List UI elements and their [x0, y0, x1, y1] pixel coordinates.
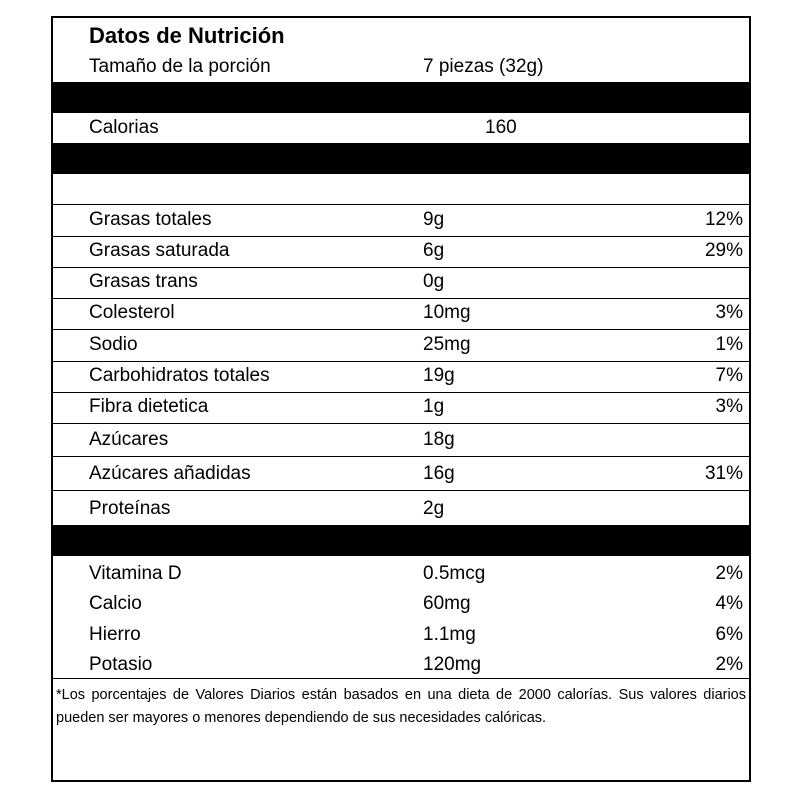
- vitamin-daily-value: 2%: [715, 563, 743, 584]
- footnote: *Los porcentajes de Valores Diarios están basados en una dieta de 2000 calorías. Sus valores diarios pueden ser mayores o menores dependiendo de sus necesidades calóricas.: [56, 687, 746, 726]
- nutrient-amount: 1g: [423, 396, 445, 417]
- row-divider: [53, 392, 749, 393]
- vitamin-label: Potasio: [89, 654, 153, 675]
- vitamin-daily-value: 6%: [715, 624, 743, 645]
- thick-divider-2: [53, 143, 749, 174]
- nutrient-daily-value: 29%: [704, 240, 743, 261]
- serving-label: Tamaño de la porción: [89, 56, 271, 77]
- thick-divider-3: [53, 525, 749, 556]
- nutrient-amount: 18g: [423, 429, 455, 450]
- vitamin-daily-value: 4%: [715, 593, 743, 614]
- row-divider: [53, 361, 749, 362]
- nutrient-amount: 16g: [423, 463, 455, 484]
- nutrient-amount: 10mg: [423, 302, 471, 323]
- nutrient-label: Azúcares: [89, 429, 169, 450]
- nutrition-facts-panel: [51, 16, 751, 782]
- thick-divider-1: [53, 82, 749, 113]
- vitamin-amount: 120mg: [423, 654, 482, 675]
- nutrient-label: Colesterol: [89, 302, 175, 323]
- footnote-divider: [53, 678, 749, 679]
- nutrient-daily-value: 7%: [715, 365, 743, 386]
- serving-value: 7 piezas (32g): [423, 56, 544, 77]
- row-divider: [53, 423, 749, 424]
- label-title: Datos de Nutrición: [89, 23, 285, 48]
- nutrient-daily-value: 3%: [715, 396, 743, 417]
- row-divider: [53, 456, 749, 457]
- nutrient-daily-value: 3%: [715, 302, 743, 323]
- nutrient-daily-value: 31%: [704, 463, 743, 484]
- nutrient-label: Sodio: [89, 334, 138, 355]
- nutrient-amount: 25mg: [423, 334, 471, 355]
- row-divider: [53, 298, 749, 299]
- nutrient-daily-value: 12%: [704, 209, 743, 230]
- nutrient-label: Grasas trans: [89, 271, 198, 292]
- calories-label: Calorias: [89, 117, 159, 138]
- nutrient-amount: 6g: [423, 240, 445, 261]
- vitamin-amount: 60mg: [423, 593, 471, 614]
- nutrient-label: Proteínas: [89, 498, 171, 519]
- row-divider: [53, 490, 749, 491]
- calories-value: 160: [485, 117, 517, 138]
- nutrient-label: Grasas totales: [89, 209, 212, 230]
- nutrient-amount: 0g: [423, 271, 445, 292]
- vitamin-daily-value: 2%: [715, 654, 743, 675]
- vitamin-label: Hierro: [89, 624, 141, 645]
- nutrient-amount: 19g: [423, 365, 455, 386]
- nutrient-daily-value: 1%: [715, 334, 743, 355]
- vitamin-label: Calcio: [89, 593, 142, 614]
- nutrient-label: Grasas saturada: [89, 240, 230, 261]
- vitamin-amount: 1.1mg: [423, 624, 476, 645]
- nutrient-label: Carbohidratos totales: [89, 365, 270, 386]
- vitamin-amount: 0.5mcg: [423, 563, 486, 584]
- nutrient-label: Fibra dietetica: [89, 396, 209, 417]
- nutrient-amount: 9g: [423, 209, 445, 230]
- divider-line: [53, 204, 749, 205]
- nutrient-amount: 2g: [423, 498, 445, 519]
- row-divider: [53, 267, 749, 268]
- row-divider: [53, 329, 749, 330]
- vitamin-label: Vitamina D: [89, 563, 182, 584]
- nutrient-label: Azúcares añadidas: [89, 463, 251, 484]
- row-divider: [53, 236, 749, 237]
